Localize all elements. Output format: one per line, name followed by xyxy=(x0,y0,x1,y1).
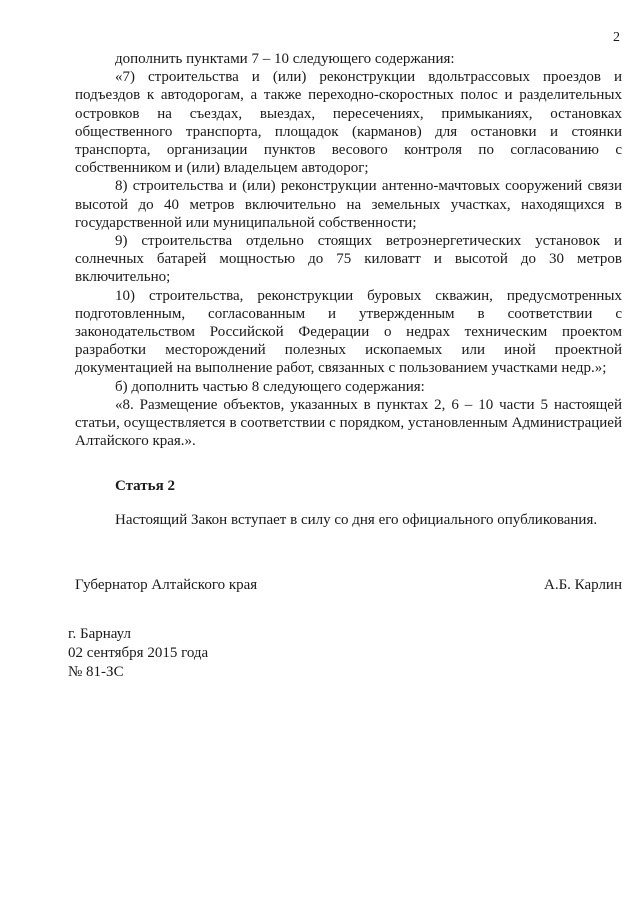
paragraph-item-10: 10) строительства, реконструкции буровых скважин, предусмотренных подготовленным, согласованным и утвержденным в соответствии с законодательством Российской Федерации о недрах техническим проектом разработки месторождений полезных ископаемых или иной проектной документацией на выполнение работ, связанных с пользованием участками недр.»; xyxy=(75,287,622,377)
paragraph-item-7: «7) строительства и (или) реконструкции вдольтрассовых проездов и подъездов к автодорогам, а также переходно-скоростных полос и разделительных островков на съездах, выездах, пересечениях, примыканиях, остановках общественного транспорта, площадок (карманов) для остановки и стоянки транспорта, организации пунктов весового контроля по согласованию с собственником и (или) владельцем автодорог; xyxy=(75,69,622,177)
place-date: 02 сентября 2015 года xyxy=(68,645,209,661)
paragraph-part-8: «8. Размещение объектов, указанных в пунктах 2, 6 – 10 части 5 настоящей статьи, осуществляется в соответствии с порядком, установленным Администрацией Алтайского края.». xyxy=(75,396,622,450)
paragraph-item-9: 9) строительства отдельно стоящих ветроэнергетических установок и солнечных батарей мощностью до 75 киловатт и высотой до 30 метров включительно; xyxy=(75,233,622,286)
paragraph-part-b: б) дополнить частью 8 следующего содержания: xyxy=(115,378,425,395)
law-amendment-text xyxy=(75,50,622,450)
place-date-block xyxy=(68,625,208,682)
paragraph-item-8: 8) строительства и (или) реконструкции антенно-мачтовых сооружений связи высотой до 40 метров включительно на земельных участках, находящихся в государственной или муниципальной собственности; xyxy=(75,178,622,231)
article-heading: Статья 2 xyxy=(115,478,175,494)
signature-name: А.Б. Карлин xyxy=(543,577,622,593)
page-number: 2 xyxy=(613,30,620,45)
signature-title: Губернатор Алтайского края xyxy=(75,577,258,593)
place-city: г. Барнаул xyxy=(68,626,131,642)
article-text: Настоящий Закон вступает в силу со дня его официального опубликования. xyxy=(115,512,598,528)
paragraph-intro: дополнить пунктами 7 – 10 следующего содержания: xyxy=(115,51,455,67)
law-number: № 81-ЗС xyxy=(68,664,124,680)
